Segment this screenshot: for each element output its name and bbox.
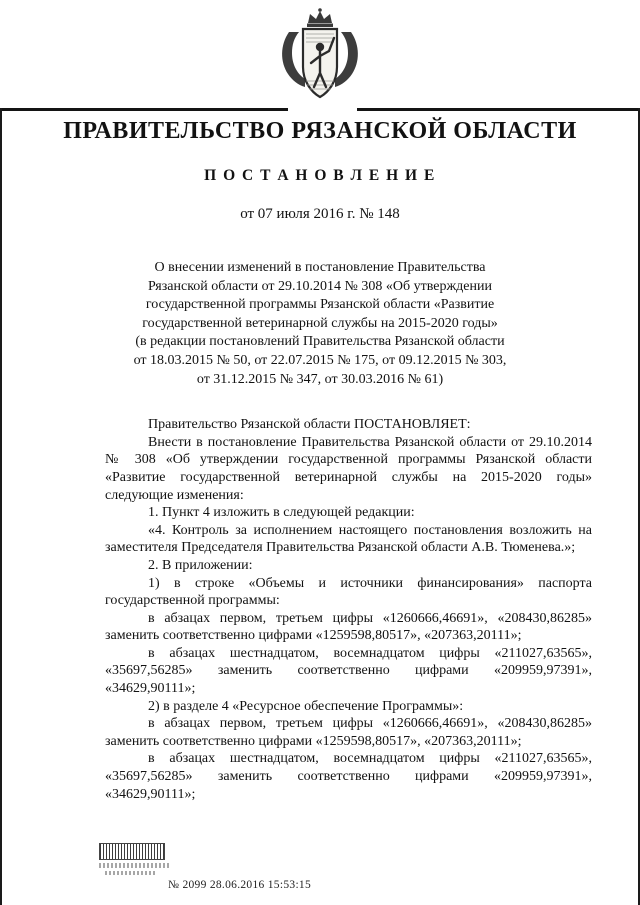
coat-of-arms-emblem bbox=[274, 7, 366, 104]
subject-line: Рязанской области от 29.10.2014 № 308 «Об утверждении bbox=[148, 278, 492, 294]
body-paragraph: Правительство Рязанской области ПОСТАНОВЛЯЕТ: bbox=[148, 417, 471, 433]
top-border-right bbox=[357, 108, 640, 111]
body-paragraph: в абзацах первом, третьем цифры «1260666,46691», «208430,86285» заменить соответственно цифрами «1259598,80517», «207363,20111»; bbox=[105, 716, 592, 749]
body-paragraph: 1. Пункт 4 изложить в следующей редакции: bbox=[148, 505, 415, 521]
authority-title: ПРАВИТЕЛЬСТВО РЯЗАНСКОЙ ОБЛАСТИ bbox=[63, 118, 577, 144]
left-border bbox=[0, 108, 2, 905]
body-paragraph: 2. В приложении: bbox=[148, 557, 253, 573]
body-text bbox=[105, 416, 592, 803]
body-paragraph: в абзацах шестнадцатом, восемнадцатом цифры «211027,63565», «35697,56285» заменить соответственно цифрами «209959,97391», «34629,90111»; bbox=[105, 645, 592, 697]
body-paragraph: 1) в строке «Объемы и источники финансирования» паспорта государственной программы: bbox=[105, 575, 592, 609]
barcode bbox=[99, 843, 165, 860]
stamp-caption-line bbox=[105, 871, 157, 875]
date-number-line: от 07 июля 2016 г. № 148 bbox=[240, 206, 400, 222]
subject-line: государственной ветеринарной службы на 2015-2020 годы» bbox=[142, 315, 498, 331]
body-paragraph: 2) в разделе 4 «Ресурсное обеспечение Программы»: bbox=[148, 698, 464, 714]
body-paragraph: Внести в постановление Правительства Рязанской области от 29.10.2014 № 308 «Об утверждении государственной программы Рязанской области «Развитие государственной ветеринарной службы на 2015-2020 годы» следующие изменения: bbox=[105, 434, 592, 503]
subject-block bbox=[79, 259, 561, 389]
stamp-caption-line bbox=[99, 863, 169, 868]
body-paragraph: «4. Контроль за исполнением настоящего постановления возложить на заместителя Председателя Правительства Рязанской области А.В. Тюменева.»; bbox=[105, 522, 592, 556]
subject-line: О внесении изменений в постановление Правительства bbox=[154, 260, 486, 275]
subject-line: от 18.03.2015 № 50, от 22.07.2015 № 175, от 09.12.2015 № 303, bbox=[133, 352, 507, 368]
body-paragraph: в абзацах первом, третьем цифры «1260666,46691», «208430,86285» заменить соответственно цифрами «1259598,80517», «207363,20111»; bbox=[105, 610, 592, 644]
registration-stamp bbox=[99, 843, 169, 875]
subject-line: (в редакции постановлений Правительства Рязанской области bbox=[135, 334, 505, 350]
top-border-left bbox=[0, 108, 288, 111]
subject-line: от 31.12.2015 № 347, от 30.03.2016 № 61) bbox=[196, 371, 444, 387]
body-paragraph: в абзацах шестнадцатом, восемнадцатом цифры «211027,63565», «35697,56285» заменить соответственно цифрами «209959,97391», «34629,90111»; bbox=[105, 751, 592, 802]
document-type: П О С Т А Н О В Л Е Н И Е bbox=[204, 167, 436, 184]
registration-note: № 2099 28.06.2016 15:53:15 bbox=[168, 879, 312, 891]
subject-line: государственной программы Рязанской области «Развитие bbox=[145, 297, 495, 313]
